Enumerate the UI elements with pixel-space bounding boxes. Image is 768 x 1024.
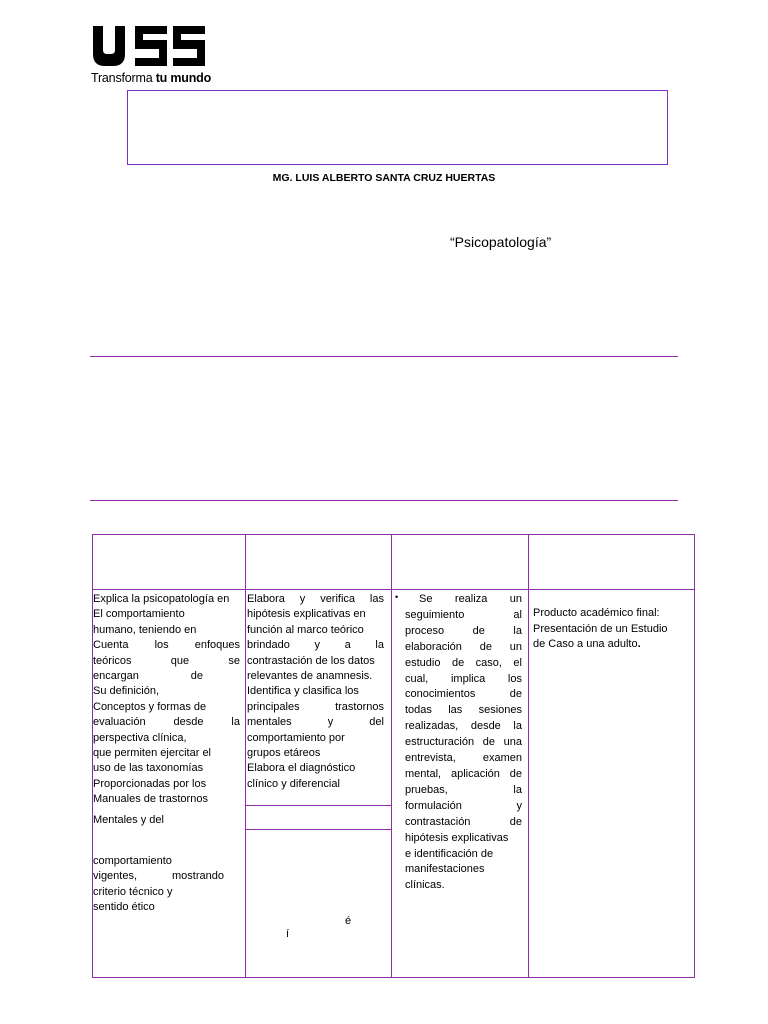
table-col-divider-3 bbox=[528, 534, 529, 978]
text-line: sentido ético bbox=[93, 901, 155, 914]
text-line: grupos etáreos bbox=[247, 747, 321, 760]
text-line: Cuenta los enfoques bbox=[93, 639, 240, 652]
col1-text bbox=[93, 592, 240, 808]
tagline-bold: tu mundo bbox=[155, 71, 212, 85]
text-line: comportamiento bbox=[93, 855, 172, 867]
table-col-divider-1 bbox=[245, 534, 246, 978]
text-line: conocimientos de bbox=[405, 688, 522, 701]
text-line: hipótesis explicativas bbox=[405, 831, 509, 844]
table-col-divider-2 bbox=[391, 534, 392, 978]
text-line: teóricos que se bbox=[93, 654, 240, 667]
title-box bbox=[127, 90, 668, 165]
text-fragment: . bbox=[637, 638, 641, 650]
stray-character: é bbox=[345, 915, 352, 927]
course-title: “Psicopatología” bbox=[450, 234, 552, 250]
text-line: hipótesis explicativas en bbox=[247, 608, 366, 621]
text-line: Explica la psicopatología en bbox=[93, 593, 230, 605]
text-line: perspectiva clínica, bbox=[93, 731, 187, 744]
text-line: mentales y del bbox=[247, 716, 384, 729]
text-line: humano, teniendo en bbox=[93, 623, 197, 636]
text-line: contrastación de bbox=[405, 815, 522, 828]
tagline-regular: Transforma bbox=[91, 71, 156, 85]
text-line: pruebas, la bbox=[405, 783, 522, 796]
text-line: estructuración de una bbox=[405, 736, 522, 749]
text-line: Manuales de trastornos bbox=[93, 793, 208, 806]
col4-text bbox=[533, 606, 691, 653]
text-line: elaboración de un bbox=[405, 640, 522, 653]
text-line: mental, aplicación de bbox=[405, 767, 522, 780]
text-fragment: de Caso a una adulto bbox=[533, 638, 638, 650]
divider-top bbox=[90, 356, 678, 357]
divider-bottom bbox=[90, 500, 678, 501]
text-line: El comportamiento bbox=[93, 608, 185, 621]
text-line: contrastación de los datos bbox=[247, 654, 375, 667]
text-line: vigentes, mostrando bbox=[93, 870, 224, 883]
text-line: estudio de caso, el bbox=[405, 656, 522, 669]
text-line: criterio técnico y bbox=[93, 885, 173, 898]
text-line: Elabora y verifica las bbox=[247, 593, 384, 605]
text-line: Su definición, bbox=[93, 685, 160, 698]
text-line: brindado y a la bbox=[247, 639, 384, 652]
text-line: comportamiento por bbox=[247, 731, 345, 744]
text-line: Proporcionadas por los bbox=[93, 777, 207, 790]
text-line: clínico y diferencial bbox=[247, 777, 340, 790]
text-line: clínicas. bbox=[405, 879, 445, 892]
text-line: función al marco teórico bbox=[247, 623, 364, 636]
text-line: Presentación de un Estudio bbox=[533, 622, 668, 635]
bullet-icon: • bbox=[395, 592, 399, 602]
col3-text bbox=[405, 592, 522, 894]
text-line: principales trastornos bbox=[247, 700, 384, 713]
col2-subrow-divider-1 bbox=[245, 805, 391, 806]
text-line: cual, implica los bbox=[405, 672, 522, 685]
text-line bbox=[533, 637, 691, 653]
text-line: seguimiento al bbox=[405, 608, 522, 621]
logo-text: USS bbox=[91, 26, 94, 27]
text-line: entrevista, examen bbox=[405, 752, 522, 765]
text-line: evaluación desde la bbox=[93, 716, 240, 729]
text-line: Elabora el diagnóstico bbox=[247, 762, 356, 775]
text-line: e identificación de bbox=[405, 847, 494, 860]
text-line: uso de las taxonomías bbox=[93, 762, 204, 775]
col1-text-end bbox=[93, 854, 224, 916]
text-line: Identifica y clasifica los bbox=[247, 685, 359, 698]
text-line: relevantes de anamnesis. bbox=[247, 670, 373, 683]
text-line: manifestaciones bbox=[405, 863, 485, 876]
text-line: Conceptos y formas de bbox=[93, 700, 207, 713]
tagline bbox=[91, 71, 211, 85]
text-line: Se realiza un bbox=[419, 593, 522, 605]
text-line: encargan de bbox=[93, 670, 203, 683]
col2-text bbox=[247, 592, 384, 792]
text-line: Producto académico final: bbox=[533, 607, 660, 619]
text-line: todas las sesiones bbox=[405, 704, 522, 717]
col1-text-continued: Mentales y del bbox=[93, 814, 164, 826]
text-line: que permiten ejercitar el bbox=[93, 747, 212, 760]
stray-character: í bbox=[286, 928, 290, 940]
text-line: realizadas, desde la bbox=[405, 720, 522, 733]
table-header-row-divider bbox=[92, 589, 695, 590]
text-line: proceso de la bbox=[405, 624, 522, 637]
author-name: MG. LUIS ALBERTO SANTA CRUZ HUERTAS bbox=[272, 172, 496, 184]
text-line: formulación y bbox=[405, 799, 522, 812]
col2-subrow-divider-2 bbox=[245, 829, 391, 830]
